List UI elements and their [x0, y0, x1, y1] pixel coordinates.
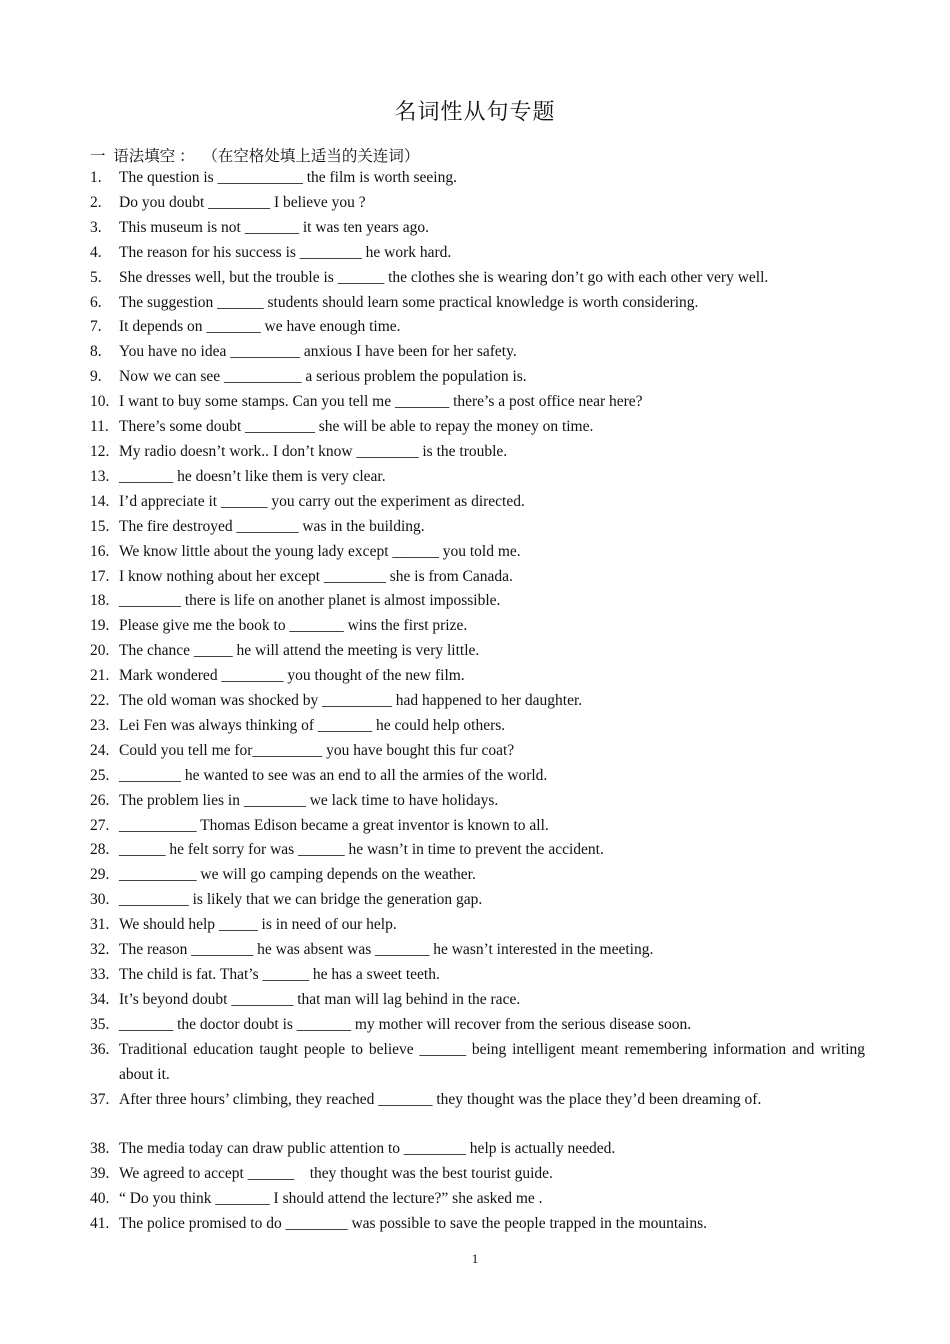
list-item	[90, 863, 865, 888]
list-item	[90, 315, 865, 340]
item-number: 1.	[90, 169, 102, 186]
item-number: 27.	[90, 816, 110, 834]
item-number: 25.	[90, 766, 110, 784]
item-text: ________ there is life on another planet is almost impossible.	[119, 592, 501, 610]
item-number: 9.	[90, 368, 102, 386]
list-item	[90, 1013, 865, 1038]
item-text: We know little about the young lady except ______ you told me.	[119, 542, 521, 560]
list-item	[90, 764, 865, 789]
list-item	[90, 515, 865, 540]
list-item	[90, 415, 865, 440]
list-item	[90, 1187, 865, 1212]
list-item	[90, 739, 865, 764]
item-number: 30.	[90, 891, 110, 909]
item-text: This museum is not _______ it was ten years ago.	[119, 218, 429, 236]
item-text: The police promised to do ________ was possible to save the people trapped in the mountains.	[119, 1215, 708, 1233]
item-text: “ Do you think _______ I should attend the lecture?” she asked me .	[119, 1190, 543, 1208]
item-text: The chance _____ he will attend the meeting is very little.	[119, 642, 480, 660]
item-number: 23.	[90, 716, 110, 734]
item-text: The fire destroyed ________ was in the building.	[119, 517, 425, 535]
list-item	[90, 490, 865, 515]
item-text: She dresses well, but the trouble is ______ the clothes she is wearing don’t go with each other very well.	[119, 268, 769, 286]
item-number: 13.	[90, 467, 110, 485]
item-text: Traditional education taught people to believe ______ being intelligent meant remembering information and writing about it.	[119, 1040, 869, 1083]
item-number: 35.	[90, 1015, 110, 1033]
list-item	[90, 814, 865, 839]
item-text: I’d appreciate it ______ you carry out the experiment as directed.	[119, 492, 525, 510]
item-number: 2.	[90, 193, 102, 211]
item-number: 41.	[90, 1215, 110, 1233]
item-number: 26.	[90, 791, 110, 809]
list-item	[90, 216, 865, 241]
item-text: After three hours’ climbing, they reached _______ they thought was the place they’d been dreaming of.	[119, 1090, 762, 1108]
item-text: The old woman was shocked by _________ had happened to her daughter.	[119, 692, 583, 710]
blank-line	[90, 1112, 865, 1137]
page-title: 名词性从句专题	[394, 99, 556, 124]
item-number: 31.	[90, 916, 110, 934]
list-item	[90, 614, 865, 639]
item-number: 40.	[90, 1190, 110, 1208]
list-item	[90, 540, 865, 565]
list-item	[90, 365, 865, 390]
item-number: 5.	[90, 268, 102, 286]
item-number: 12.	[90, 442, 110, 460]
section-heading: 一 语法填空 ： （在空格处填上适当的关连词）	[90, 148, 420, 165]
item-number: 20.	[90, 642, 110, 660]
list-item	[90, 1038, 869, 1088]
item-number: 22.	[90, 692, 110, 710]
list-item	[90, 888, 865, 913]
list-item	[90, 913, 865, 938]
item-text: I know nothing about her except ________ she is from Canada.	[119, 567, 513, 585]
item-text: The child is fat. That’s ______ he has a sweet teeth.	[119, 966, 440, 983]
item-text: There’s some doubt _________ she will be able to repay the money on time.	[119, 418, 594, 436]
item-text: ______ he felt sorry for was ______ he wasn’t in time to prevent the accident.	[119, 841, 604, 859]
item-number: 24.	[90, 741, 110, 759]
list-item	[90, 689, 865, 714]
item-text: _________ is likely that we can bridge the generation gap.	[119, 891, 483, 909]
item-text: We should help _____ is in need of our help.	[119, 916, 397, 934]
item-text: Lei Fen was always thinking of _______ he could help others.	[119, 716, 506, 734]
item-text: __________ we will go camping depends on the weather.	[119, 866, 476, 884]
list-item	[90, 664, 865, 689]
item-number: 10.	[90, 393, 110, 411]
item-text: The reason for his success is ________ he work hard.	[119, 243, 452, 261]
item-number: 34.	[90, 990, 110, 1008]
item-text: __________ Thomas Edison became a great inventor is known to all.	[119, 816, 549, 834]
item-text: You have no idea _________ anxious I have been for her safety.	[119, 343, 517, 361]
item-number: 29.	[90, 866, 110, 884]
item-number: 19.	[90, 617, 110, 635]
item-text: Now we can see __________ a serious problem the population is.	[119, 368, 527, 386]
page-number: 1	[471, 1251, 479, 1266]
item-text: We agreed to accept ______ they thought was the best tourist guide.	[119, 1165, 553, 1183]
item-text: _______ he doesn’t like them is very clear.	[119, 467, 386, 485]
item-number: 6.	[90, 293, 102, 311]
item-number: 33.	[90, 966, 110, 983]
list-item	[90, 1088, 865, 1113]
item-number: 11.	[90, 418, 109, 436]
item-number: 28.	[90, 841, 110, 859]
list-item	[90, 440, 865, 465]
list-item	[90, 789, 865, 814]
item-text: My radio doesn’t work.. I don’t know ________ is the trouble.	[119, 442, 508, 460]
list-item	[90, 565, 865, 590]
item-text: The problem lies in ________ we lack time to have holidays.	[119, 791, 499, 809]
item-text: Do you doubt ________ I believe you ?	[119, 193, 366, 211]
list-item	[90, 166, 865, 191]
list-item	[90, 1162, 865, 1187]
item-number: 32.	[90, 941, 110, 959]
list-item	[90, 1212, 865, 1237]
exercise-list	[90, 166, 869, 1237]
list-item	[90, 988, 865, 1013]
item-number: 38.	[90, 1140, 110, 1158]
list-item	[90, 191, 865, 216]
item-number: 4.	[90, 243, 102, 261]
item-text: The question is ___________ the film is worth seeing.	[119, 169, 457, 186]
list-item	[90, 390, 865, 415]
item-number: 8.	[90, 343, 102, 361]
list-item	[90, 639, 865, 664]
item-number: 14.	[90, 492, 110, 510]
list-item	[90, 589, 865, 614]
item-number: 21.	[90, 667, 110, 685]
list-item	[90, 1137, 865, 1162]
item-number: 39.	[90, 1165, 110, 1183]
item-text: The suggestion ______ students should learn some practical knowledge is worth considering.	[119, 293, 699, 311]
item-text: It’s beyond doubt ________ that man will lag behind in the race.	[119, 990, 521, 1008]
list-item	[90, 291, 865, 316]
item-number: 36.	[90, 1040, 110, 1058]
item-number: 7.	[90, 318, 102, 336]
list-item	[90, 963, 865, 988]
item-text: ________ he wanted to see was an end to all the armies of the world.	[119, 766, 548, 784]
item-text: The media today can draw public attention to ________ help is actually needed.	[119, 1140, 616, 1158]
list-item	[90, 838, 865, 863]
item-number: 17.	[90, 567, 110, 585]
item-number: 37.	[90, 1090, 110, 1108]
item-number: 18.	[90, 592, 110, 610]
list-item	[90, 340, 865, 365]
item-number: 16.	[90, 542, 110, 560]
item-text: _______ the doctor doubt is _______ my mother will recover from the serious disease soon.	[119, 1015, 692, 1033]
list-item	[90, 465, 865, 490]
item-number: 15.	[90, 517, 110, 535]
item-text: I want to buy some stamps. Can you tell me _______ there’s a post office near here?	[119, 393, 643, 411]
item-text: The reason ________ he was absent was _______ he wasn’t interested in the meeting.	[119, 941, 654, 959]
item-number: 3.	[90, 218, 102, 236]
list-item	[90, 714, 865, 739]
item-text: Could you tell me for_________ you have bought this fur coat?	[119, 741, 515, 759]
list-item	[90, 938, 865, 963]
item-text: Please give me the book to _______ wins the first prize.	[119, 617, 468, 635]
item-text: It depends on _______ we have enough time.	[119, 318, 401, 336]
list-item	[90, 241, 865, 266]
item-text: Mark wondered ________ you thought of the new film.	[119, 667, 465, 685]
list-item	[90, 266, 865, 291]
